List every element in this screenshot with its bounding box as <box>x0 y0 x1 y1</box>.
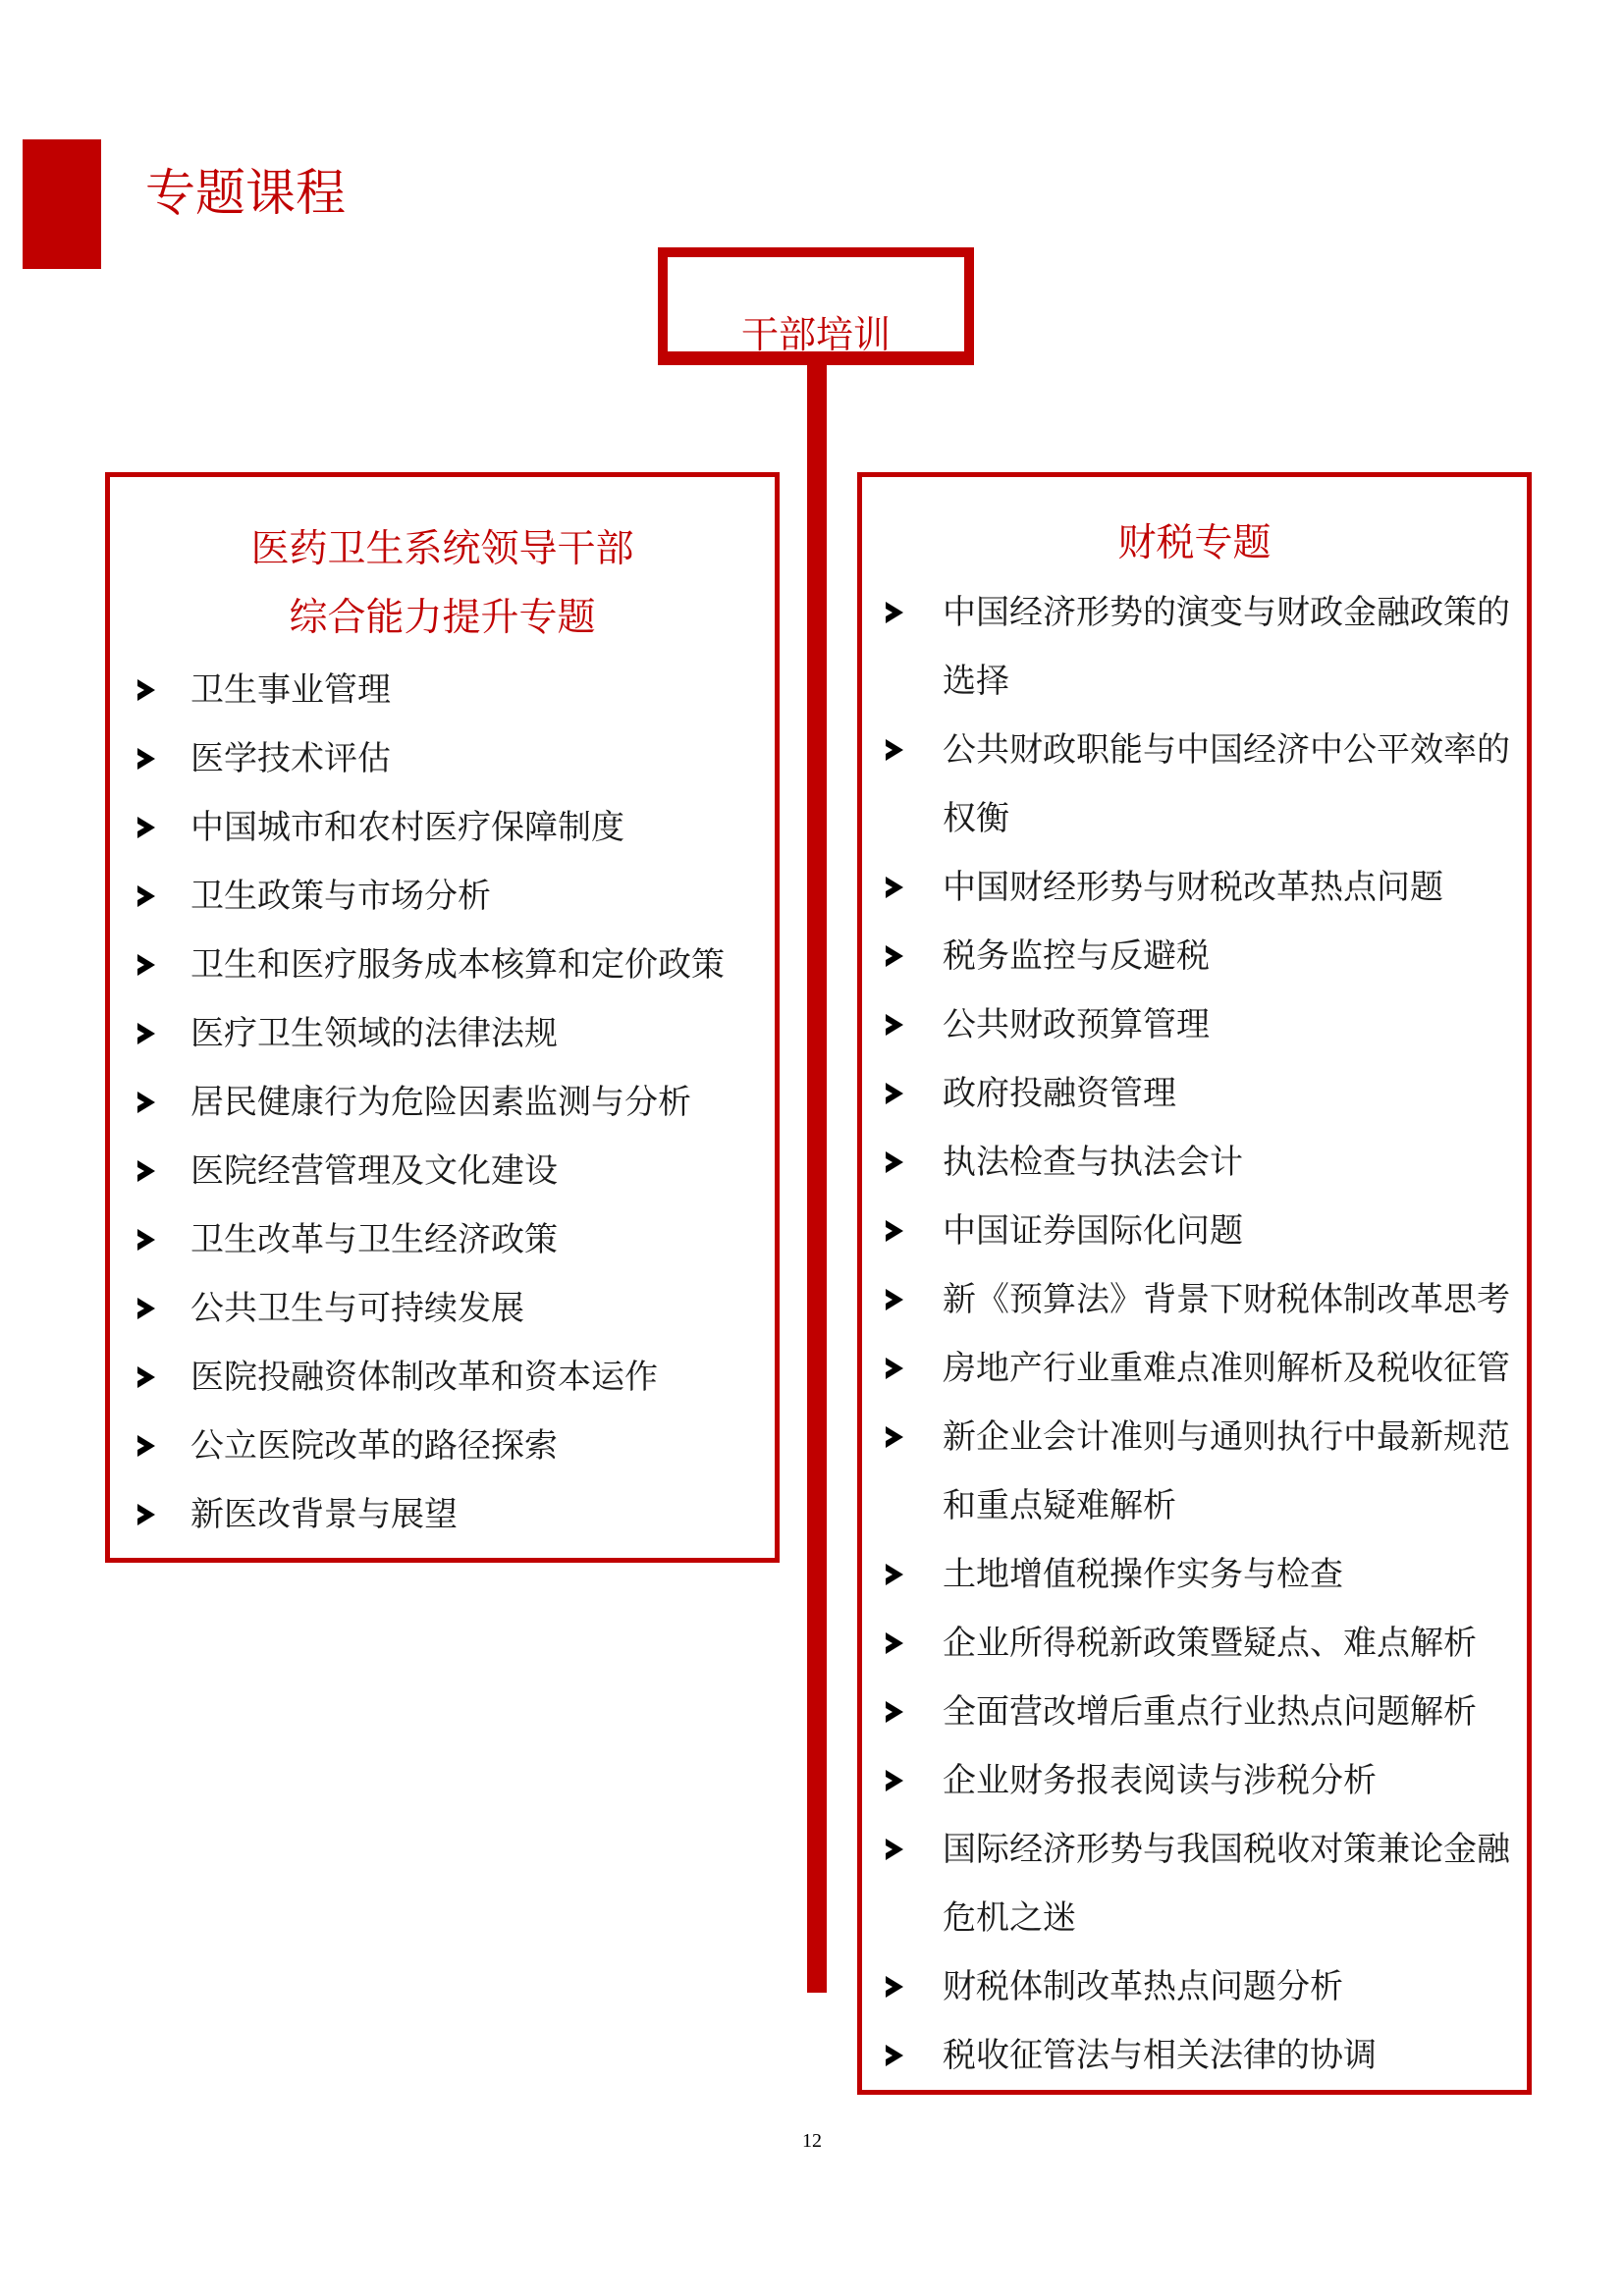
list-item: 权衡 <box>943 799 1009 838</box>
arrowhead-bullet-icon <box>137 1435 155 1457</box>
connector-trunk <box>807 365 827 1993</box>
list-item: 土地增值税操作实务与检查 <box>943 1555 1343 1594</box>
arrowhead-bullet-icon <box>137 1023 155 1044</box>
arrowhead-bullet-icon <box>886 1839 903 1860</box>
arrowhead-bullet-icon <box>137 1092 155 1113</box>
list-item: 公共财政预算管理 <box>943 1005 1210 1044</box>
arrowhead-bullet-icon <box>886 877 903 898</box>
left-panel-title-line-2: 综合能力提升专题 <box>289 596 596 640</box>
arrowhead-bullet-icon <box>886 602 903 623</box>
list-item: 国际经济形势与我国税收对策兼论金融 <box>943 1830 1510 1869</box>
list-item: 选择 <box>943 662 1009 701</box>
list-item: 房地产行业重难点准则解析及税收征管 <box>943 1349 1510 1388</box>
list-item: 医院经营管理及文化建设 <box>190 1151 558 1191</box>
left-panel-title-line-1: 医药卫生系统领导干部 <box>250 527 634 571</box>
list-item: 卫生和医疗服务成本核算和定价政策 <box>190 945 725 985</box>
root-node-box <box>658 247 974 365</box>
arrowhead-bullet-icon <box>886 945 903 967</box>
list-item: 卫生事业管理 <box>190 670 391 710</box>
right-panel-title: 财税专题 <box>1117 521 1272 565</box>
list-item: 公共卫生与可持续发展 <box>190 1289 524 1328</box>
list-item: 医学技术评估 <box>190 739 391 778</box>
list-item: 医院投融资体制改革和资本运作 <box>190 1358 658 1397</box>
arrowhead-bullet-icon <box>886 2045 903 2066</box>
arrowhead-bullet-icon <box>137 885 155 907</box>
list-item: 医疗卫生领域的法律法规 <box>190 1014 558 1053</box>
arrowhead-bullet-icon <box>886 1632 903 1654</box>
list-item: 中国城市和农村医疗保障制度 <box>190 808 624 847</box>
list-item: 税收征管法与相关法律的协调 <box>943 2036 1377 2075</box>
list-item: 企业所得税新政策暨疑点、难点解析 <box>943 1624 1477 1663</box>
list-item: 新企业会计准则与通则执行中最新规范 <box>943 1417 1510 1457</box>
arrowhead-bullet-icon <box>886 1701 903 1723</box>
root-node-label: 干部培训 <box>740 313 891 356</box>
list-item: 卫生改革与卫生经济政策 <box>190 1220 558 1259</box>
arrowhead-bullet-icon <box>137 1160 155 1182</box>
list-item: 新《预算法》背景下财税体制改革思考 <box>943 1280 1510 1319</box>
list-item: 和重点疑难解析 <box>943 1486 1176 1525</box>
list-item: 卫生政策与市场分析 <box>190 877 491 916</box>
arrowhead-bullet-icon <box>886 1083 903 1104</box>
arrowhead-bullet-icon <box>137 1298 155 1319</box>
list-item: 中国财经形势与财税改革热点问题 <box>943 868 1443 907</box>
arrowhead-bullet-icon <box>886 1014 903 1036</box>
arrowhead-bullet-icon <box>886 1151 903 1173</box>
right-panel <box>857 472 1532 2095</box>
arrowhead-bullet-icon <box>137 679 155 701</box>
arrowhead-bullet-icon <box>886 1770 903 1791</box>
list-item: 全面营改增后重点行业热点问题解析 <box>943 1692 1477 1732</box>
list-item: 企业财务报表阅读与涉税分析 <box>943 1761 1377 1800</box>
arrowhead-bullet-icon <box>137 817 155 838</box>
list-item: 财税体制改革热点问题分析 <box>943 1967 1343 2006</box>
list-item: 新医改背景与展望 <box>190 1495 458 1534</box>
list-item: 税务监控与反避税 <box>943 936 1210 976</box>
arrowhead-bullet-icon <box>886 1358 903 1379</box>
section-title: 专题课程 <box>145 165 347 223</box>
left-panel <box>105 472 780 1563</box>
arrowhead-bullet-icon <box>137 1504 155 1525</box>
list-item: 公立医院改革的路径探索 <box>190 1426 558 1466</box>
arrowhead-bullet-icon <box>137 954 155 976</box>
page-number: 12 <box>802 2130 822 2152</box>
list-item: 中国经济形势的演变与财政金融政策的 <box>943 593 1510 632</box>
arrowhead-bullet-icon <box>886 1289 903 1310</box>
section-marker-bar <box>23 139 101 269</box>
list-item: 政府投融资管理 <box>943 1074 1176 1113</box>
list-item: 中国证券国际化问题 <box>943 1211 1243 1251</box>
arrowhead-bullet-icon <box>137 1229 155 1251</box>
arrowhead-bullet-icon <box>886 1976 903 1998</box>
list-item: 执法检查与执法会计 <box>943 1143 1243 1182</box>
arrowhead-bullet-icon <box>886 1564 903 1585</box>
arrowhead-bullet-icon <box>886 1426 903 1448</box>
list-item: 公共财政职能与中国经济中公平效率的 <box>943 730 1510 770</box>
arrowhead-bullet-icon <box>886 1220 903 1242</box>
list-item: 危机之迷 <box>943 1898 1076 1938</box>
arrowhead-bullet-icon <box>137 748 155 770</box>
arrowhead-bullet-icon <box>886 739 903 761</box>
arrowhead-bullet-icon <box>137 1366 155 1388</box>
list-item: 居民健康行为危险因素监测与分析 <box>190 1083 691 1122</box>
